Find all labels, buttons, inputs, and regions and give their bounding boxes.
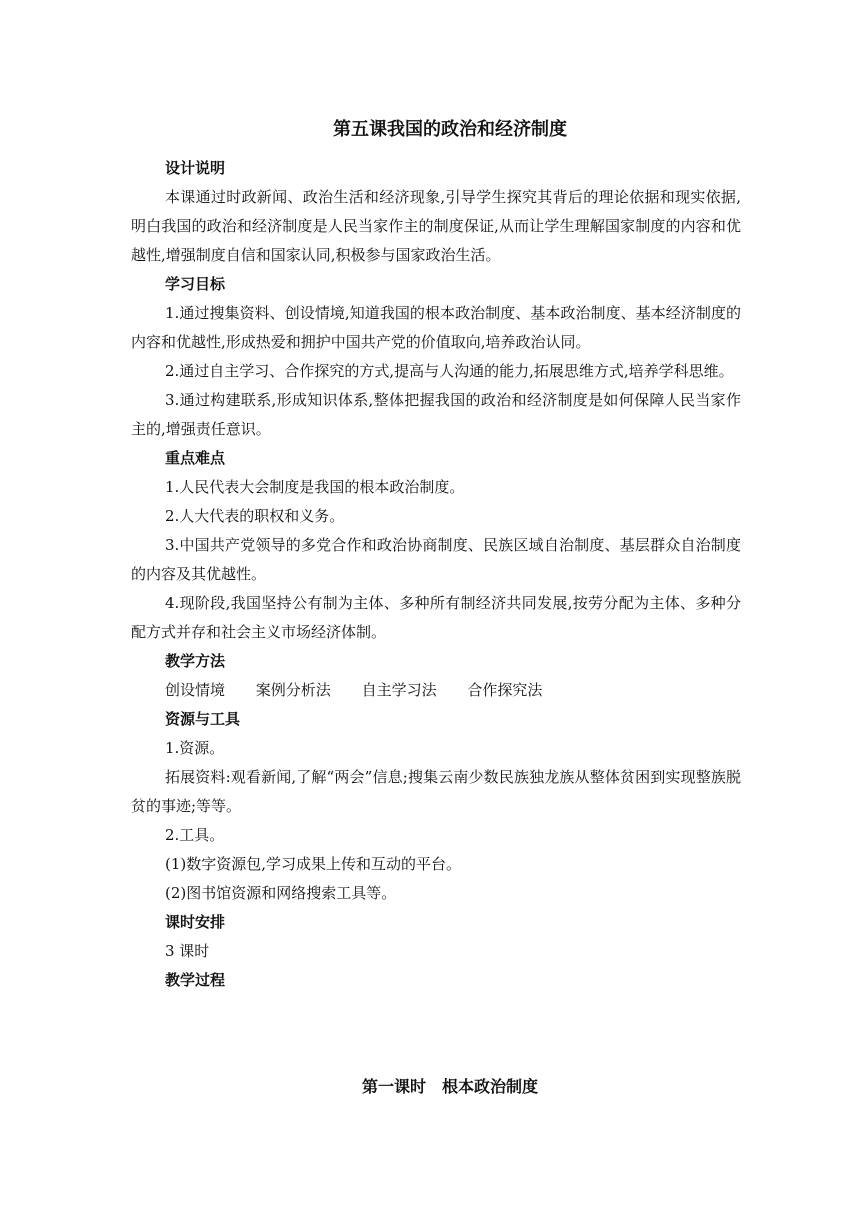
objective-item: 1.通过搜集资料、创设情境,知道我国的根本政治制度、基本政治制度、基本经济制度的内容和优越性,形成热爱和拥护中国共产党的价值取向,培养政治认同。 bbox=[131, 304, 741, 351]
method-item: 自主学习法 bbox=[361, 681, 437, 699]
objective-item: 3.通过构建联系,形成知识体系,整体把握我国的政治和经济制度是如何保障人民当家作主的,增强责任意识。 bbox=[131, 391, 741, 438]
keypoint-item: 4.现阶段,我国坚持公有制为主体、多种所有制经济共同发展,按劳分配为主体、多种分配方式并存和社会主义市场经济体制。 bbox=[131, 594, 741, 641]
section-heading-resources: 资源与工具 bbox=[165, 710, 241, 728]
page-title: 第五课我国的政治和经济制度 bbox=[333, 119, 567, 140]
document-body bbox=[131, 154, 741, 995]
lesson-title: 第一课时 根本政治制度 bbox=[361, 1077, 538, 1096]
resource-item: 2.工具。 bbox=[165, 826, 225, 844]
resource-item: (2)图书馆资源和网络搜索工具等。 bbox=[165, 884, 397, 902]
design-paragraph: 本课通过时政新闻、政治生活和经济现象,引导学生探究其背后的理论依据和现实依据,明白我国的政治和经济制度是人民当家作主的制度保证,从而让学生理解国家制度的内容和优越性,增强制度自信和国家认同,积极参与国家政治生活。 bbox=[131, 188, 741, 264]
methods-list bbox=[131, 676, 741, 705]
resource-item: 1.资源。 bbox=[165, 739, 225, 757]
section-heading-process: 教学过程 bbox=[165, 971, 226, 989]
objective-item: 2.通过自主学习、合作探究的方式,提高与人沟通的能力,拓展思维方式,培养学科思维。 bbox=[165, 362, 734, 380]
resource-item: (1)数字资源包,学习成果上传和互动的平台。 bbox=[165, 855, 462, 873]
method-item: 案例分析法 bbox=[255, 681, 331, 699]
keypoint-item: 2.人大代表的职权和义务。 bbox=[165, 507, 345, 525]
method-item: 合作探究法 bbox=[467, 681, 543, 699]
schedule-text: 3 课时 bbox=[165, 942, 210, 960]
resource-item: 拓展资料:观看新闻,了解“两会”信息;搜集云南少数民族独龙族从整体贫困到实现整族脱贫的事迹;等等。 bbox=[131, 768, 741, 815]
method-item: 创设情境 bbox=[165, 681, 226, 699]
section-heading-keypoints: 重点难点 bbox=[165, 449, 226, 467]
keypoint-item: 1.人民代表大会制度是我国的根本政治制度。 bbox=[165, 478, 465, 496]
section-heading-methods: 教学方法 bbox=[165, 652, 226, 670]
section-heading-design: 设计说明 bbox=[165, 159, 226, 177]
section-heading-schedule: 课时安排 bbox=[165, 913, 226, 931]
keypoint-item: 3.中国共产党领导的多党合作和政治协商制度、民族区域自治制度、基层群众自治制度的内容及其优越性。 bbox=[131, 536, 741, 583]
section-heading-objectives: 学习目标 bbox=[165, 275, 226, 293]
